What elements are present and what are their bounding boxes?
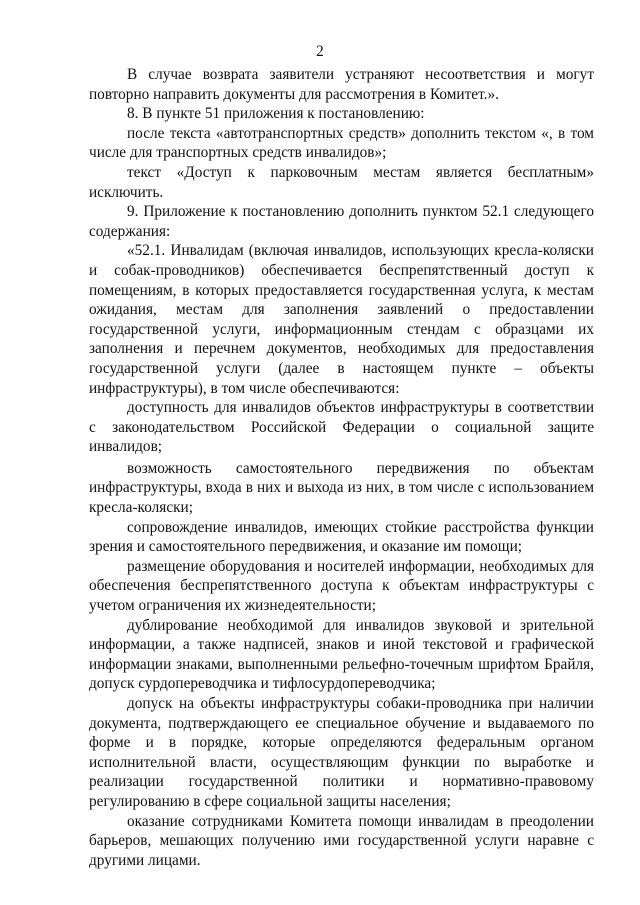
paragraph-independent-movement: возможность самостоятельного передвижения по объектам инфраструктуры, входа в них и выхода из них, в том числе с использованием кресла-коляски; [89,459,594,517]
paragraph-escort: сопровождение инвалидов, имеющих стойкие расстройства функции зрения и самостоятельного передвижения, и оказание им помощи; [89,518,594,556]
paragraph-accessibility: доступность для инвалидов объектов инфраструктуры в соответствии с законодательством Российской Федерации о социальной защите инвалидов; [89,399,594,456]
paragraph-guide-dog: допуск на объекты инфраструктуры собаки-проводника при наличии документа, подтверждающего ее специальное обучение и выдаваемого по форме и в порядке, которые определяются федеральным органом исполнительной власти, осуществляющим функции по выработке и реализации государственной политики и нормативно-правовому регулированию в сфере социальной защиты населения; [89,695,594,810]
paragraph-item-9: 9. Приложение к постановлению дополнить пунктом 52.1 следующего содержания: [89,203,594,240]
paragraph-return-of-documents: В случае возврата заявители устраняют несоответствия и могут повторно направить документы для рассмотрения в Комитет.». [89,66,594,103]
paragraph-item-8-addition: после текста «автотранспортных средств» дополнить текстом «, в том числе для транспортных средств инвалидов»; [89,124,594,162]
paragraph-item-8-exclusion: текст «Доступ к парковочным местам является бесплатным» исключить. [89,163,594,201]
paragraph-duplication: дублирование необходимой для инвалидов звуковой и зрительной информации, а также надписей, знаков и иной текстовой и графической информации знаками, выполненными рельефно-точечным шрифтом Брайля, допуск сурдопереводчика и тифлосурдопереводчика; [89,616,594,693]
paragraph-52-1-intro: «52.1. Инвалидам (включая инвалидов, использующих кресла-коляски и собак-проводников) обеспечивается беспрепятственный доступ к помещениям, в которых предоставляется государственная услуга, к местам ожидания, местам для заполнения заявлений о предоставлении государственной услуги, информационным стендам с образцами их заполнения и перечнем документов, необходимых для предоставления государственной услуги (далее в настоящем пункте – объекты инфраструктуры), в том числе обеспечиваются: [89,242,594,397]
paragraph-staff-assistance: оказание сотрудниками Комитета помощи инвалидам в преодолении барьеров, мешающих получению ими государственной услуги наравне с другими лицами. [89,812,594,869]
paragraph-item-8: 8. В пункте 51 приложения к постановлению: [127,105,425,123]
page-number: 2 [316,43,324,60]
paragraph-equipment-placement: размещение оборудования и носителей информации, необходимых для обеспечения беспрепятственного доступа к объектам инфраструктуры с учетом ограничения их жизнедеятельности; [89,557,594,615]
document-body [89,65,594,870]
